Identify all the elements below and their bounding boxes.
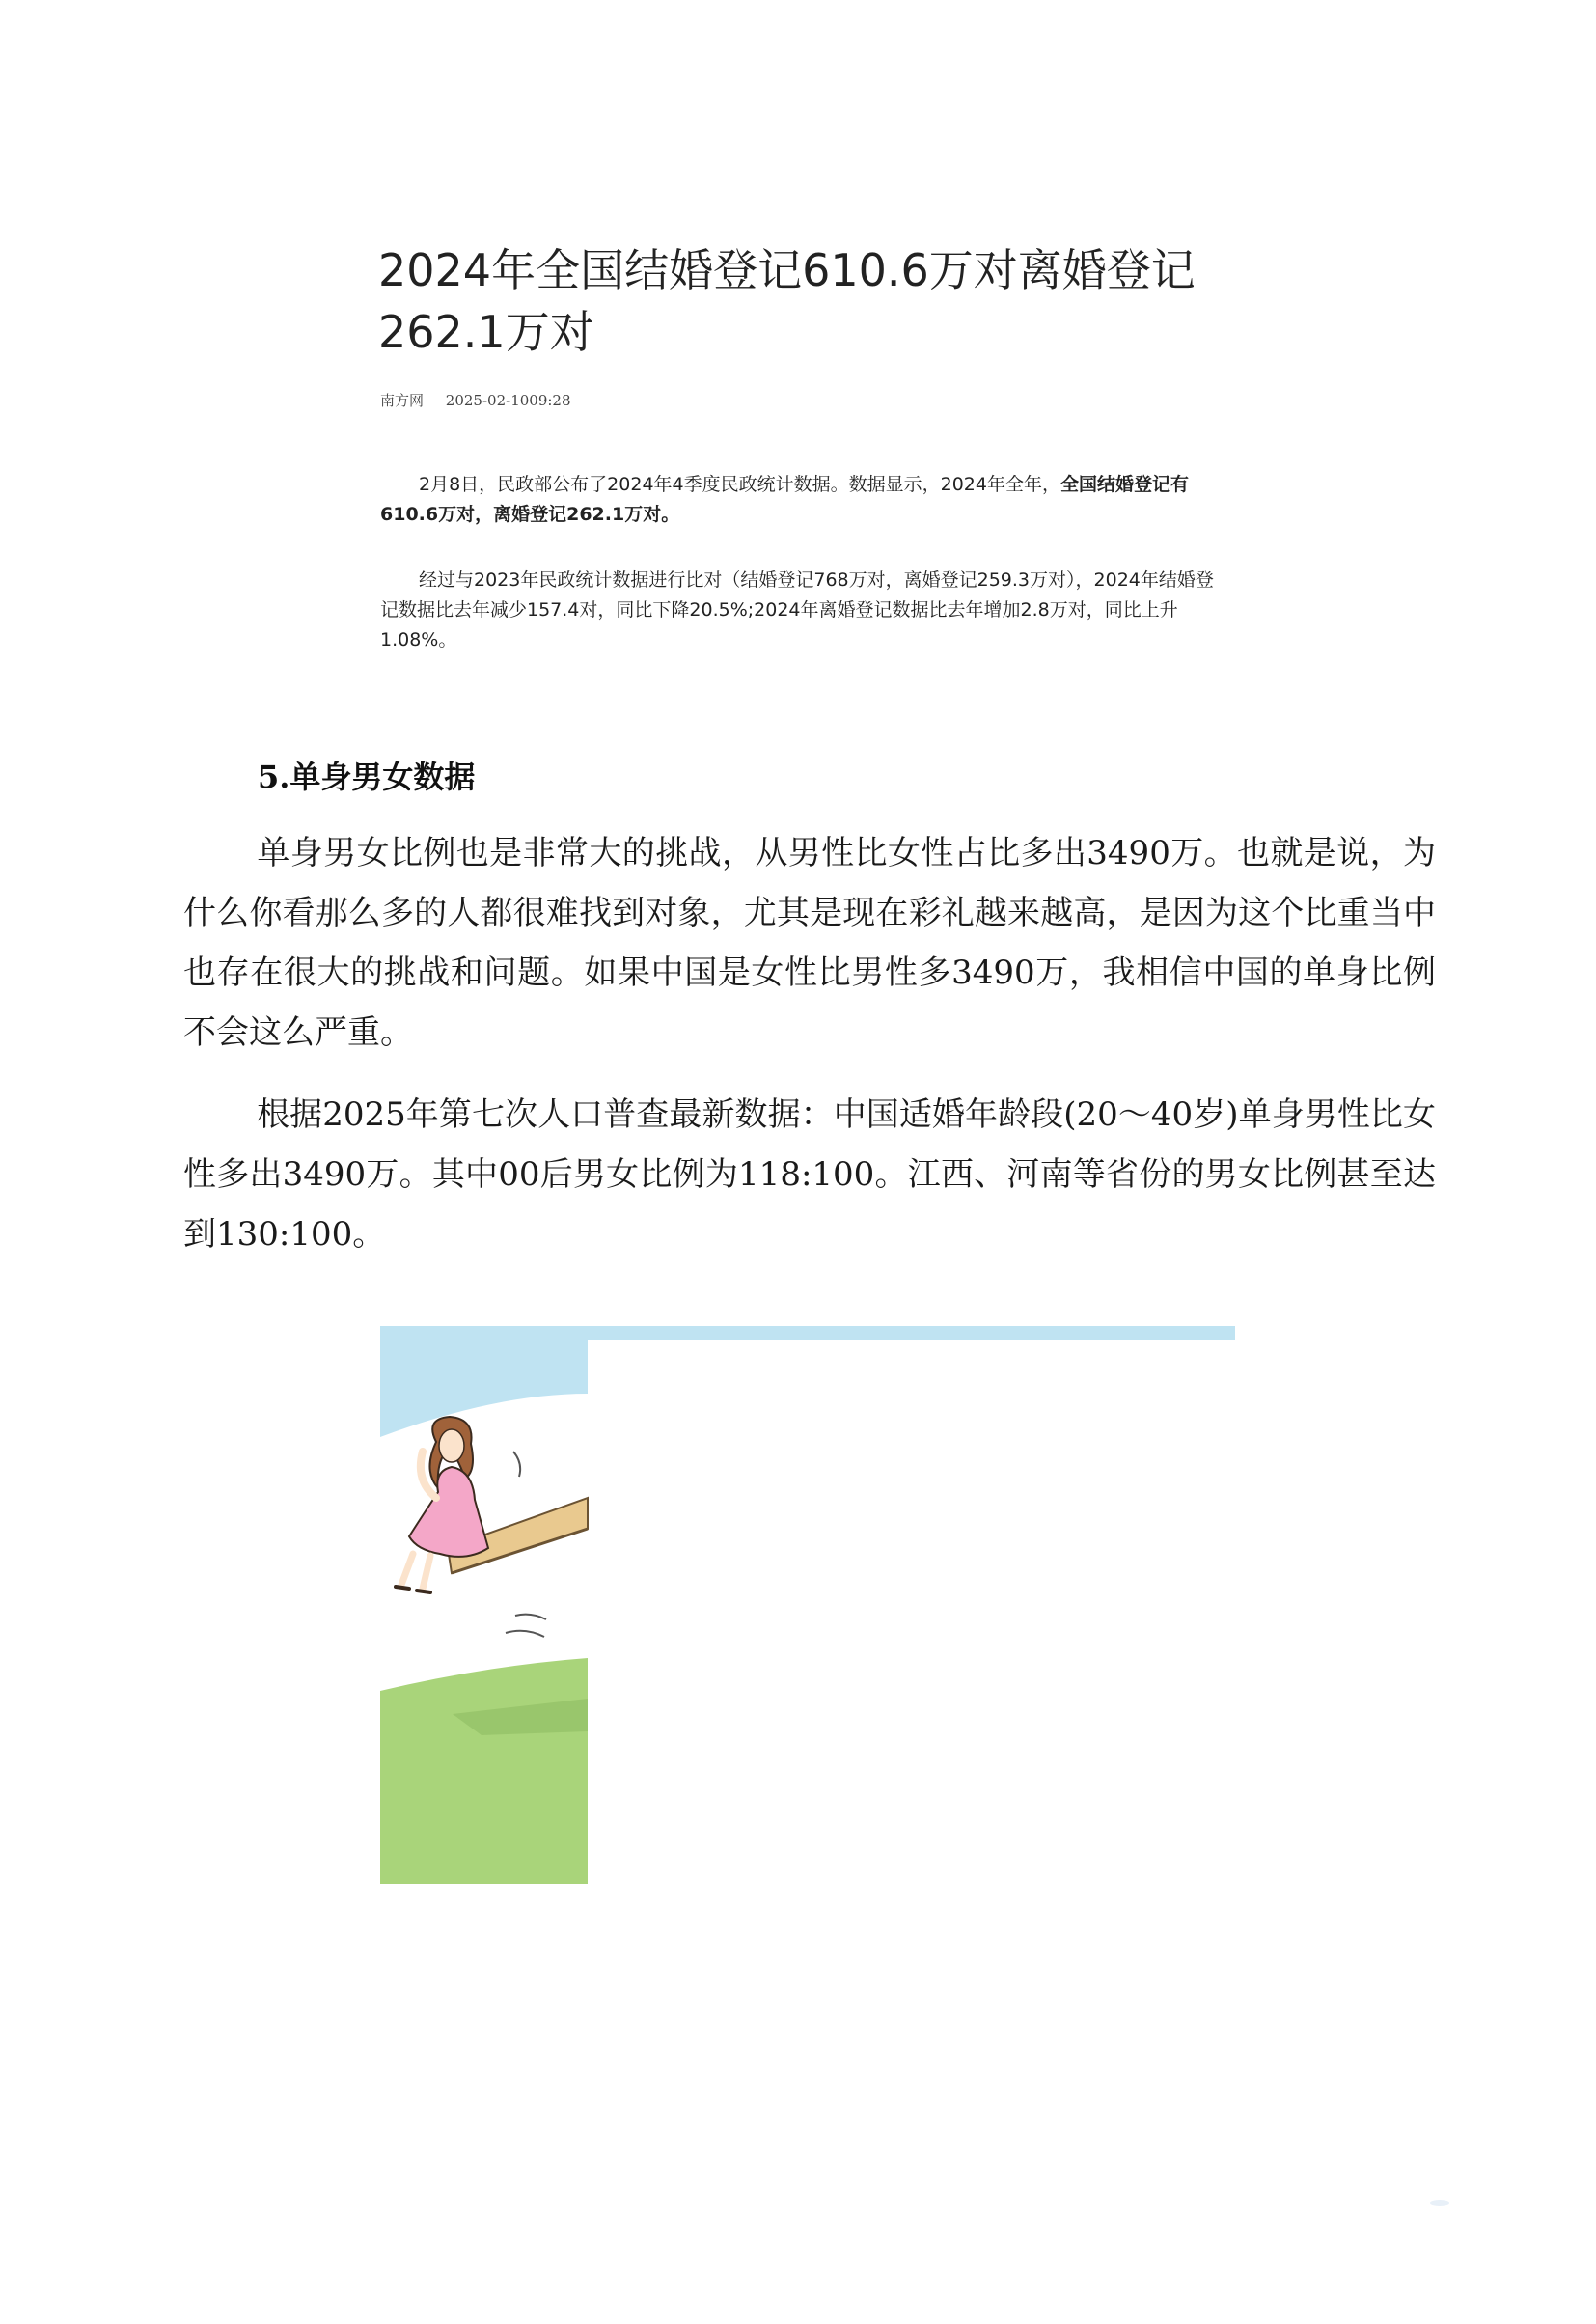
grass-area: [380, 1658, 588, 1884]
motion-line: [515, 1615, 546, 1619]
body-paragraph-2: [183, 1085, 1436, 1264]
legs: [401, 1554, 430, 1589]
sky-area: [380, 1326, 588, 1437]
body-paragraph-1: [183, 823, 1436, 1063]
clipping-paragraph-1-text: 2月8日，民政部公布了2024年4季度民政统计数据。数据显示，2024年全年，: [419, 474, 1060, 495]
clipping-paragraph-2: [380, 566, 1229, 655]
face: [439, 1429, 464, 1462]
section-heading: 5.单身男女数据: [258, 759, 476, 795]
body-paragraph-1-text: 单身男女比例也是非常大的挑战，从男性比女性占比多出3490万。也就是说，为什么你看那么多的人都很难找到对象，尤其是现在彩礼越来越高，是因为这个比重当中也存在很大的挑战和问题。如果中国是女性比男性多3490万，我相信中国的单身比例不会这么严重。: [183, 834, 1436, 1052]
seesaw-cartoon-image: [380, 1326, 1235, 1884]
motion-line: [506, 1631, 544, 1637]
faint-watermark-mark: [1428, 2199, 1451, 2208]
body-paragraph-2-text: 根据2025年第七次人口普查最新数据：中国适婚年龄段(20～40岁)单身男性比女性多出3490万。其中00后男女比例为118:100。江西、河南等省份的男女比例甚至达到130:100。: [183, 1095, 1436, 1254]
clipping-paragraph-2-text: 经过与2023年民政统计数据进行比对（结婚登记768万对，离婚登记259.3万对），2024年结婚登记数据比去年减少157.4对，同比下降20.5%;2024年离婚登记数据比去年增加2.8万对，同比上升1.08%。: [380, 569, 1214, 650]
cartoon-illustration: [380, 1326, 1235, 1884]
motion-line: [513, 1452, 520, 1477]
clipping-paragraph-1-bold: 全国结婚登记有610.6万对，离婚登记262.1万对。: [380, 474, 1189, 525]
clipping-datetime: 2025-02-1009:28: [445, 392, 571, 409]
clipping-title: 2024年全国结婚登记610.6万对离婚登记262.1万对: [378, 244, 1196, 358]
clipping-paragraph-1: [380, 470, 1229, 530]
clipping-source: 南方网: [380, 392, 425, 409]
clipping-meta: [380, 390, 571, 410]
